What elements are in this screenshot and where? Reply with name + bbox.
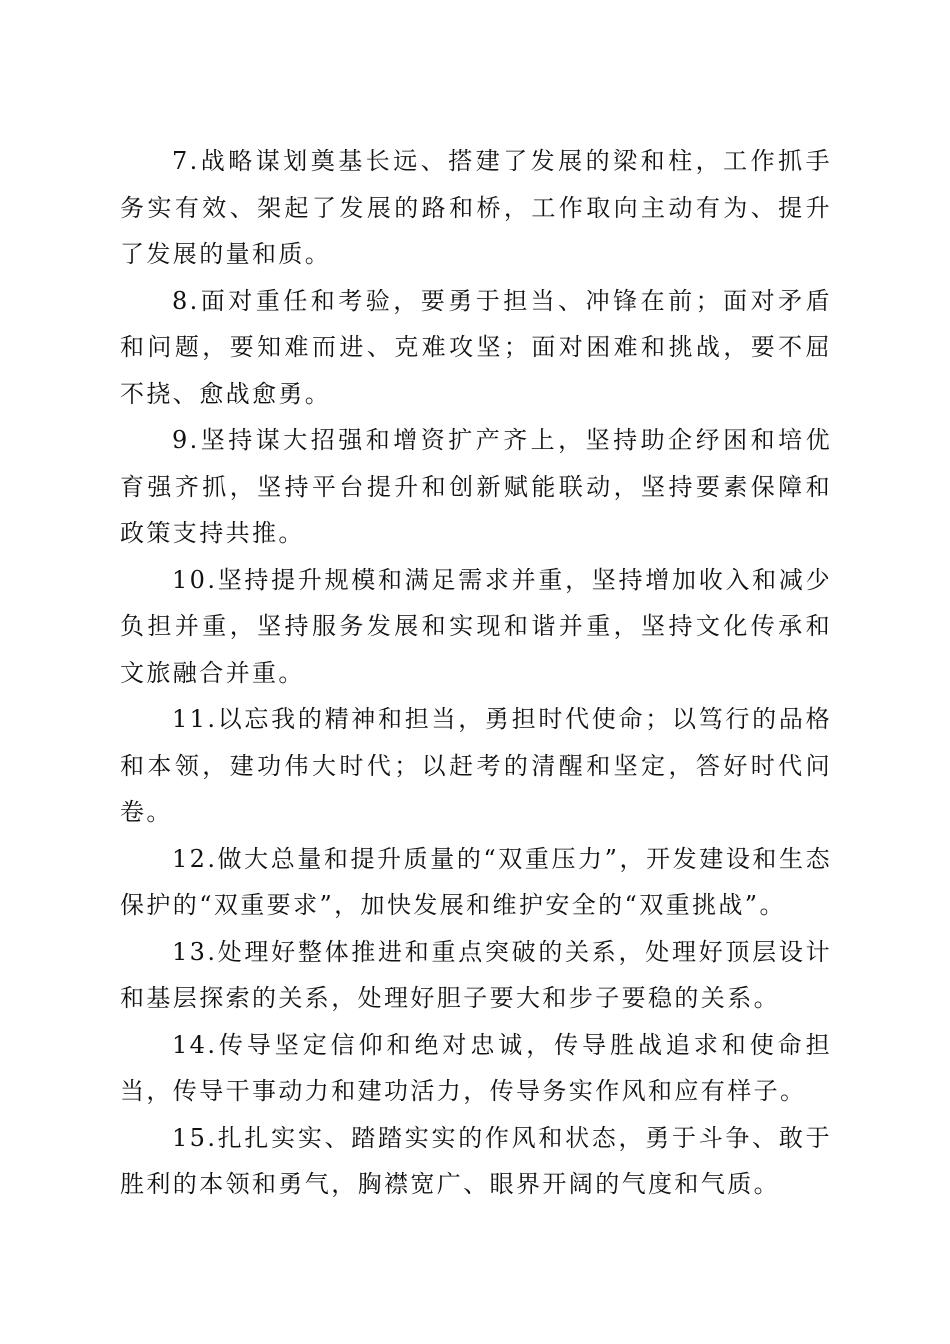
paragraph-15: 15.扎扎实实、踏踏实实的作风和状态，勇于斗争、敢于胜利的本领和勇气，胸襟宽广、眼界开阔的气度和气质。 <box>120 1123 832 1198</box>
paragraph-9: 9.坚持谋大招强和增资扩产齐上，坚持助企纾困和培优育强齐抓，坚持平台提升和创新赋能联动，坚持要素保障和政策支持共推。 <box>120 426 832 547</box>
paragraph-14: 14.传导坚定信仰和绝对忠诚，传导胜战追求和使命担当，传导干事动力和建功活力，传导务实作风和应有样子。 <box>120 1030 832 1105</box>
paragraph-7: 7.战略谋划奠基长远、搭建了发展的梁和柱，工作抓手务实有效、架起了发展的路和桥，工作取向主动有为、提升了发展的量和质。 <box>120 147 832 268</box>
paragraph-10: 10.坚持提升规模和满足需求并重，坚持增加收入和减少负担并重，坚持服务发展和实现和谐并重，坚持文化传承和文旅融合并重。 <box>120 565 832 687</box>
paragraph-13: 13.处理好整体推进和重点突破的关系，处理好顶层设计和基层探索的关系，处理好胆子要大和步子要稳的关系。 <box>120 937 832 1012</box>
paragraph-12: 12.做大总量和提升质量的“双重压力”，开发建设和生态保护的“双重要求”，加快发展和维护安全的“双重挑战”。 <box>120 844 832 919</box>
paragraph-8: 8.面对重任和考验，要勇于担当、冲锋在前；面对矛盾和问题，要知难而进、克难攻坚；面对困难和挑战，要不屈不挠、愈战愈勇。 <box>120 286 832 408</box>
document-body <box>120 138 832 1208</box>
paragraph-11: 11.以忘我的精神和担当，勇担时代使命；以笃行的品格和本领，建功伟大时代；以赶考的清醒和坚定，答好时代问卷。 <box>120 705 832 826</box>
